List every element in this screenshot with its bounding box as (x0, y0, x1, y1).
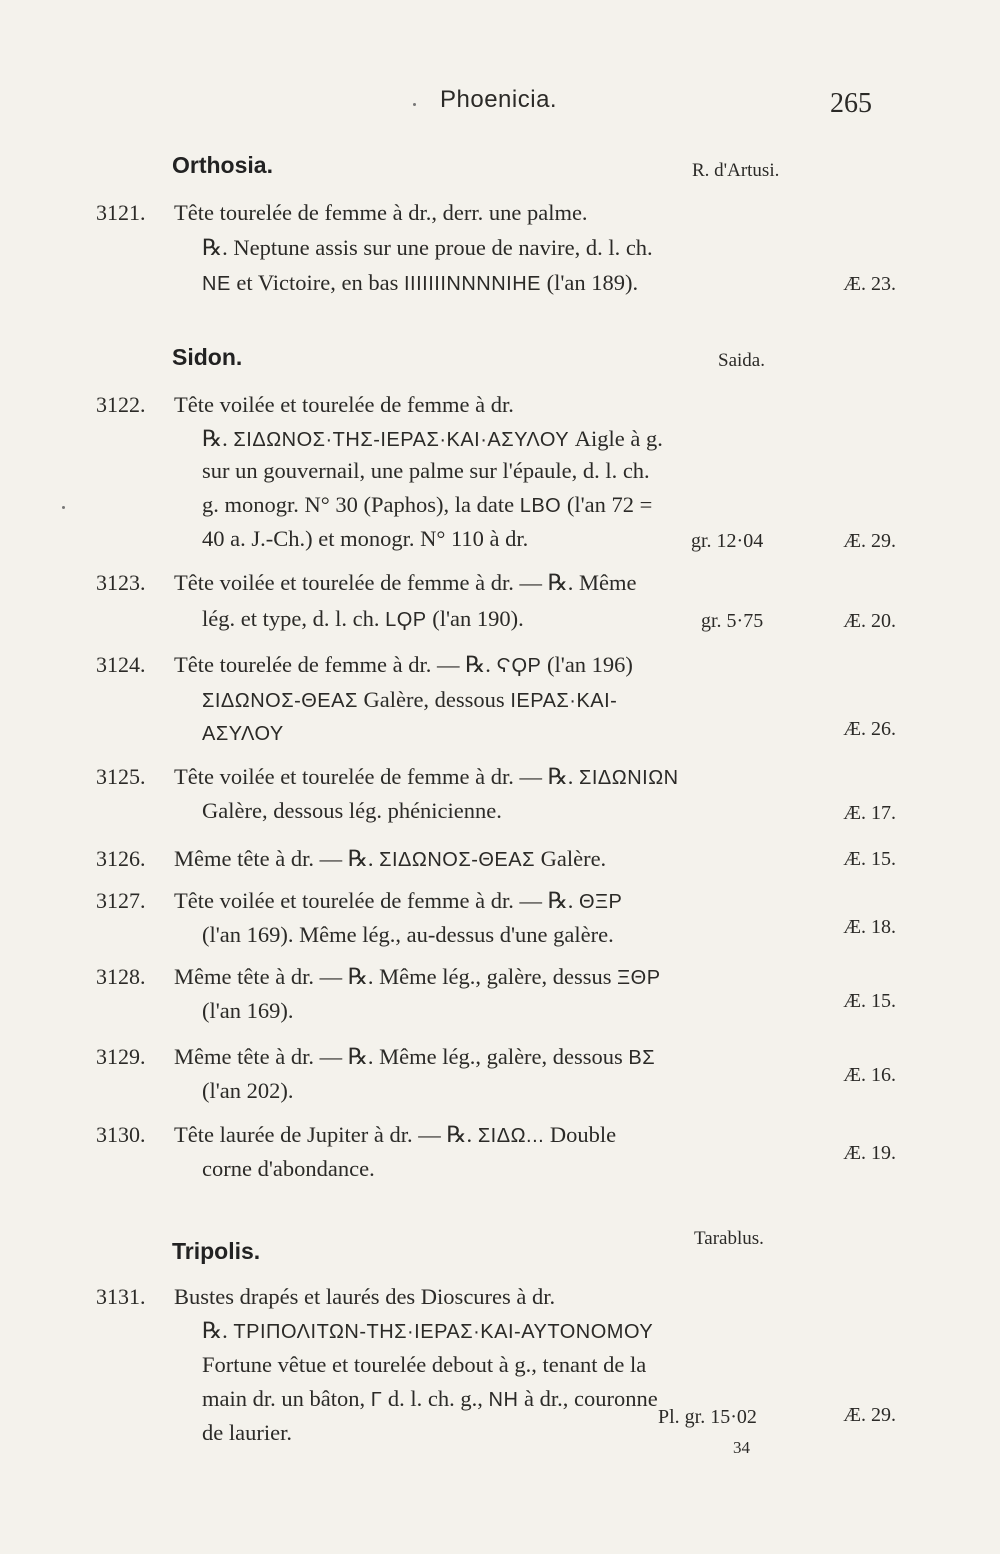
metal-size: Æ. 16. (843, 1064, 896, 1086)
greek-legend: ΝΗ (488, 1389, 519, 1411)
greek-legend: ϚϘΡ (496, 655, 542, 677)
entry-line: sur un gouvernail, une palme sur l'épaule, d. l. ch. (202, 458, 650, 483)
catalogue-entry-3123 (96, 570, 896, 640)
entry-line: Galère, dessous lég. phénicienne. (202, 798, 502, 823)
greek-legend: IIIIIIIΝΝΝΝΙΗΕ (403, 273, 541, 295)
entry-line: ℞. Neptune assis sur une proue de navire, d. l. ch. (202, 235, 653, 260)
metal-size: Æ. 23. (843, 273, 896, 295)
catalogue-entry-3129 (96, 1044, 896, 1114)
weight: Pl. gr. 15·02 (658, 1406, 757, 1428)
greek-legend: ΣΙΔΩΝΙΩΝ (579, 767, 679, 789)
catalogue-entry-3124 (96, 652, 896, 752)
entry-line: Tête voilée et tourelée de femme à dr. — ℞. Même (174, 570, 637, 595)
entry-line: Même tête à dr. — ℞. ΣΙΔΩΝΟΣ-ΘΕΑΣ Galère. (174, 846, 607, 871)
catalogue-entry-3122 (96, 392, 896, 552)
entry-line: Fortune vêtue et tourelée debout à g., tenant de la (202, 1352, 647, 1377)
entry-number: 3129. (96, 1044, 146, 1069)
catalogue-entry-3125 (96, 764, 896, 834)
greek-legend: ΣΙΔΩ... (477, 1125, 545, 1147)
metal-size: Æ. 29. (843, 530, 896, 552)
page-number: 265 (830, 88, 872, 119)
metal-size: Æ. 20. (843, 610, 896, 632)
entry-line: ℞. ΣΙΔΩΝΟΣ·ΤΗΣ-ΙΕΡΑΣ·ΚΑΙ·ΑΣΥΛΟΥ Aigle à g. (202, 426, 663, 451)
section-location-sidon: Saida. (718, 350, 765, 371)
catalogue-entry-3131 (96, 1284, 896, 1464)
entry-line: ΣΙΔΩΝΟΣ-ΘΕΑΣ Galère, dessous ΙΕΡΑΣ·ΚΑΙ- (202, 687, 618, 712)
entry-number: 3122. (96, 392, 146, 417)
entry-line: 40 a. J.-Ch.) et monogr. N° 110 à dr. (202, 526, 529, 551)
greek-legend: ΒΣ (628, 1047, 656, 1069)
entry-number: 3125. (96, 764, 146, 789)
catalogue-entry-3121 (96, 200, 896, 300)
entry-line: Même tête à dr. — ℞. Même lég., galère, dessus ΞΘΡ (174, 964, 661, 989)
entry-line: Tête laurée de Jupiter à dr. — ℞. ΣΙΔΩ... Double (174, 1122, 617, 1147)
entry-line: Tête voilée et tourelée de femme à dr. (174, 392, 514, 417)
entry-line: ΝΕ et Victoire, en bas IIIIIIIΝΝΝΝΙΗΕ (l'an 189). (202, 270, 639, 295)
entry-line: main dr. un bâton, Γ d. l. ch. g., ΝΗ à dr., couronne (202, 1386, 658, 1411)
entry-line: Même tête à dr. — ℞. Même lég., galère, dessous ΒΣ (174, 1044, 656, 1069)
metal-size: Æ. 19. (843, 1142, 896, 1164)
greek-legend: ΣΙΔΩΝΟΣ·ΤΗΣ-ΙΕΡΑΣ·ΚΑΙ·ΑΣΥΛΟΥ (233, 429, 570, 451)
entry-line: Bustes drapés et laurés des Dioscures à dr. (174, 1284, 556, 1309)
metal-size: Æ. 15. (843, 848, 896, 870)
entry-line: Tête voilée et tourelée de femme à dr. — ℞. ΘΞΡ (174, 888, 623, 913)
entry-line: ℞. ΤΡΙΠΟΛΙΤΩΝ-ΤΗΣ·ΙΕΡΑΣ·ΚΑΙ-ΑΥΤΟΝΟΜΟΥ (202, 1318, 654, 1343)
entry-number: 3131. (96, 1284, 146, 1309)
entry-line: (l'an 169). Même lég., au-dessus d'une galère. (202, 922, 614, 947)
greek-legend: ΙΕΡΑΣ·ΚΑΙ- (510, 690, 618, 712)
entry-number: 3130. (96, 1122, 146, 1147)
catalogue-entry-3130 (96, 1122, 896, 1192)
greek-legend: ΑΣΥΛΟΥ (202, 723, 284, 745)
signature-mark: 34 (733, 1438, 750, 1457)
section-location-orthosia: R. d'Artusi. (692, 160, 780, 181)
greek-legend: LBO (519, 495, 562, 517)
weight: gr. 12·04 (691, 530, 764, 552)
entry-number: 3127. (96, 888, 146, 913)
catalogue-entry-3128 (96, 964, 896, 1034)
metal-size: Æ. 26. (843, 718, 896, 740)
greek-legend: ΣΙΔΩΝΟΣ-ΘΕΑΣ (379, 849, 535, 871)
metal-size: Æ. 15. (843, 990, 896, 1012)
entry-number: 3128. (96, 964, 146, 989)
greek-legend: Γ (370, 1389, 383, 1411)
running-title: Phoenicia. (440, 86, 558, 113)
weight: gr. 5·75 (701, 610, 764, 632)
entry-line: (l'an 169). (202, 998, 294, 1023)
section-heading-orthosia: Orthosia. (172, 152, 273, 178)
entry-line: de laurier. (202, 1420, 292, 1445)
metal-size: Æ. 29. (843, 1404, 896, 1426)
entry-number: 3126. (96, 846, 146, 871)
entry-number: 3123. (96, 570, 146, 595)
entry-number: 3121. (96, 200, 146, 225)
entry-line: Tête tourelée de femme à dr., derr. une palme. (174, 200, 588, 225)
greek-legend: ΝΕ (202, 273, 231, 295)
metal-size: Æ. 17. (843, 802, 896, 824)
section-location-tripolis: Tarablus. (694, 1228, 764, 1249)
entry-line: lég. et type, d. l. ch. LϘP (l'an 190). (202, 606, 524, 631)
print-speck (413, 103, 416, 106)
metal-size: Æ. 18. (843, 916, 896, 938)
catalogue-entry-3126 (96, 846, 896, 882)
entry-line: Tête voilée et tourelée de femme à dr. — ℞. ΣΙΔΩΝΙΩΝ (174, 764, 679, 789)
entry-line: g. monogr. N° 30 (Paphos), la date LBO (l'an 72 = (202, 492, 653, 517)
print-speck (62, 506, 65, 509)
entry-number: 3124. (96, 652, 146, 677)
catalogue-entry-3127 (96, 888, 896, 958)
entry-line: Tête tourelée de femme à dr. — ℞. ϚϘΡ (l'an 196) (174, 652, 633, 677)
greek-legend: ΘΞΡ (579, 891, 623, 913)
section-heading-tripolis: Tripolis. (172, 1238, 261, 1264)
greek-legend: ΤΡΙΠΟΛΙΤΩΝ-ΤΗΣ·ΙΕΡΑΣ·ΚΑΙ-ΑΥΤΟΝΟΜΟΥ (233, 1321, 654, 1343)
section-heading-sidon: Sidon. (172, 344, 243, 370)
entry-line: corne d'abondance. (202, 1156, 375, 1181)
greek-legend: LϘP (385, 609, 427, 631)
greek-legend: ΞΘΡ (617, 967, 661, 989)
entry-line: (l'an 202). (202, 1078, 294, 1103)
greek-legend: ΣΙΔΩΝΟΣ-ΘΕΑΣ (202, 690, 358, 712)
